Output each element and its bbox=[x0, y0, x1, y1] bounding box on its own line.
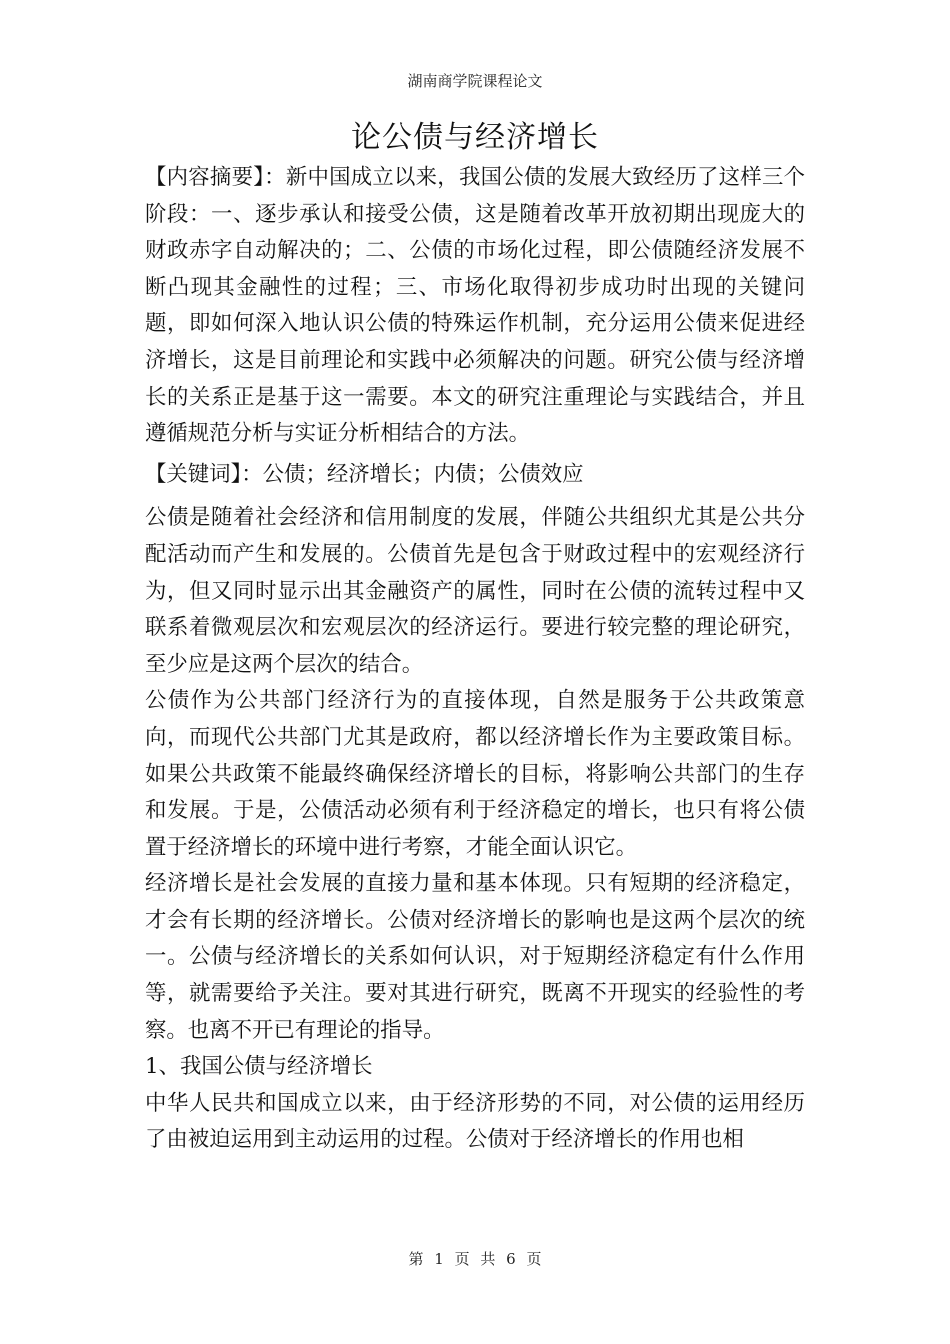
page-footer: 第 1 页 共 6 页 bbox=[408, 1250, 542, 1268]
keywords-paragraph bbox=[145, 457, 805, 494]
document-body bbox=[145, 160, 805, 1159]
body-paragraph: 经济增长是社会发展的直接力量和基本体现。只有短期的经济稳定，才会有长期的经济增长。公债对经济增长的影响也是这两个层次的统一。公债与经济增长的关系如何认识，对于短期经济稳定有什么作用等，就需要给予关注。要对其进行研究，既离不开现实的经验性的考察。也离不开已有理论的指导。 bbox=[145, 871, 805, 1043]
abstract-text: 新中国成立以来，我国公债的发展大致经历了这样三个阶段：一、逐步承认和接受公债，这是随着改革开放初期出现庞大的财政赤字自动解决的；二、公债的市场化过程，即公债随经济发展不断凸现其金融性的过程；三、市场化取得初步成功时出现的关键问题，即如何深入地认识公债的特殊运作机制，充分运用公债来促进经济增长，这是目前理论和实践中必须解决的问题。研究公债与经济增长的关系正是基于这一需要。本文的研究注重理论与实践结合，并且遵循规范分析与实证分析相结合的方法。 bbox=[145, 165, 805, 447]
spacer bbox=[145, 493, 805, 500]
document-title: 论公债与经济增长 bbox=[351, 120, 599, 155]
page-header: 湖南商学院课程论文 bbox=[407, 72, 543, 90]
body-paragraph: 公债是随着社会经济和信用制度的发展，伴随公共组织尤其是公共分配活动而产生和发展的。公债首先是包含于财政过程中的宏观经济行为，但又同时显示出其金融资产的属性，同时在公债的流转过程中又联系着微观层次和宏观层次的经济运行。要进行较完整的理论研究，至少应是这两个层次的结合。 bbox=[145, 505, 805, 677]
abstract-label: 【内容摘要】： bbox=[145, 165, 286, 190]
abstract-paragraph bbox=[145, 160, 805, 453]
body-paragraph: 中华人民共和国成立以来，由于经济形势的不同，对公债的运用经历了由被迫运用到主动运用的过程。公债对于经济增长的作用也相 bbox=[145, 1090, 805, 1153]
keywords-label: 【关键词】： bbox=[145, 461, 263, 487]
body-paragraph: 公债作为公共部门经济行为的直接体现，自然是服务于公共政策意向，而现代公共部门尤其是政府，都以经济增长作为主要政策目标。如果公共政策不能最终确保经济增长的目标，将影响公共部门的生存和发展。于是，公债活动必须有利于经济稳定的增长，也只有将公债置于经济增长的环境中进行考察，才能全面认识它。 bbox=[145, 688, 805, 860]
section-heading: 1、我国公债与经济增长 bbox=[145, 1054, 373, 1080]
keywords-text: 公债；经济增长；内债；公债效应 bbox=[262, 461, 584, 487]
